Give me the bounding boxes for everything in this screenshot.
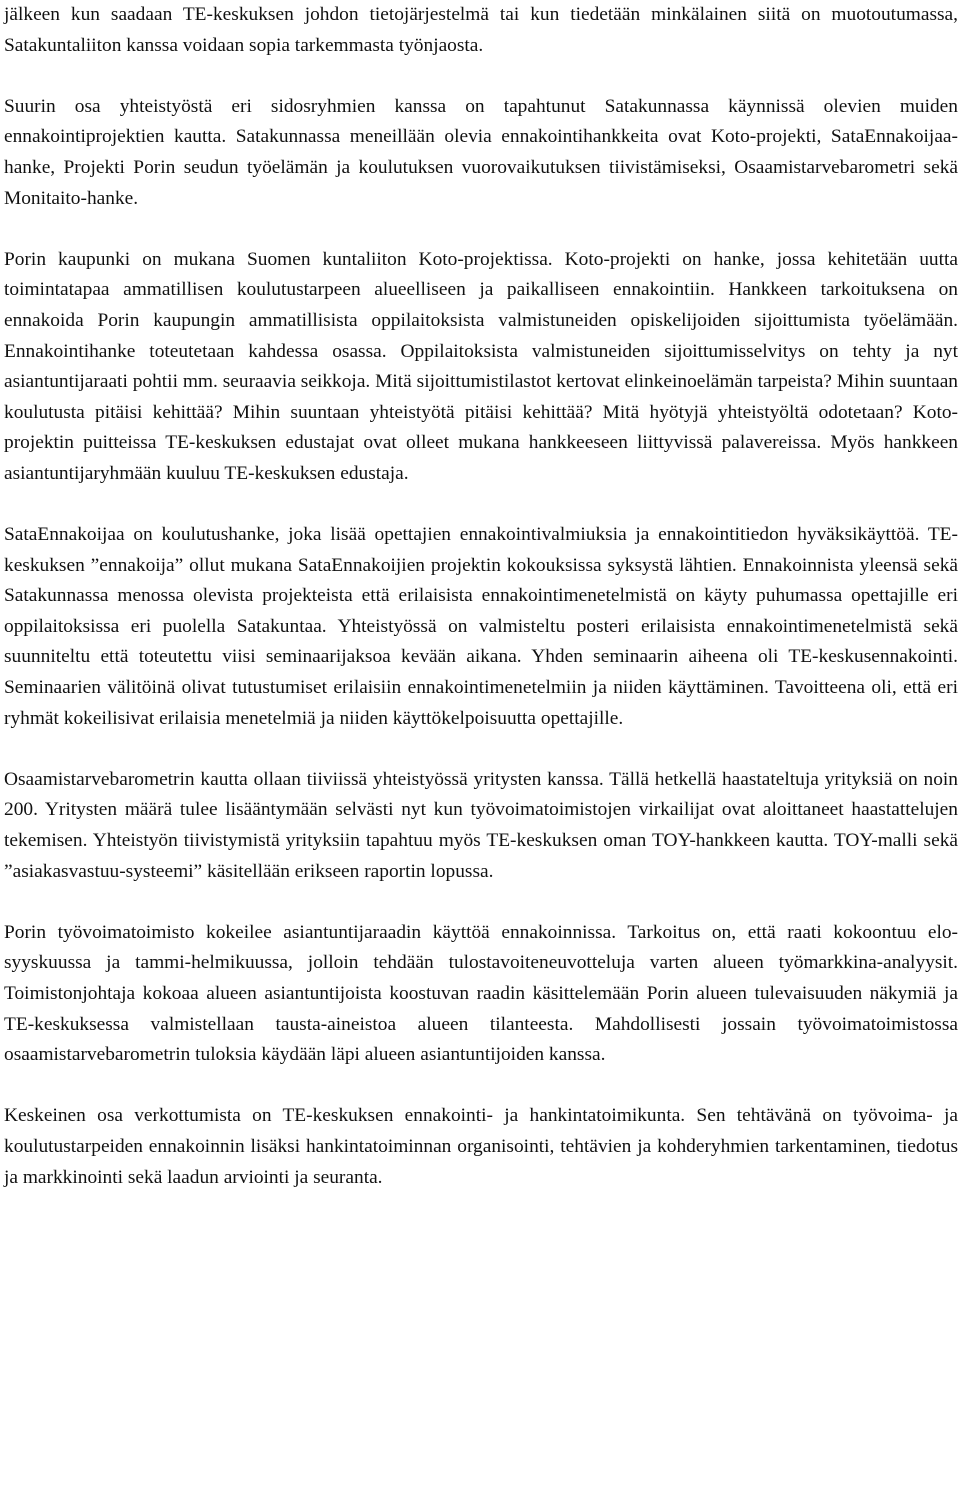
paragraph-expert-panel: Porin työvoimatoimisto kokeilee asiantuntijaraadin käyttöä ennakoinnissa. Tarkoitus on, että raati kokoontuu elo-syyskuussa ja tammi-helmikuussa, jolloin tehdään tulostavoiteneuvotteluja varten alueen työmarkkina-analyysit. Toimistonjohtaja kokoaa alueen asiantuntijoista koostuvan raadin käsittelemään Porin alueen tulevaisuuden näkymiä ja TE-keskuksessa valmistellaan tausta-aineistoa alueen tilanteesta. Mahdollisesti jossain työvoimatoimistossa osaamistarvebarometrin tuloksia käydään läpi alueen asiantuntijoiden kanssa. — [4, 921, 958, 1066]
paragraph-koto-project: Porin kaupunki on mukana Suomen kuntaliiton Koto-projektissa. Koto-projekti on hanke, jossa kehitetään uutta toimintatapaa ammatillisen koulutustarpeen alueelliseen ja paikalliseen ennakointiin. Hankkeen tarkoituksena on ennakoida Porin kaupungin ammatillisista oppilaitoksista valmistuneiden opiskelijoiden sijoittumista työelämään. Ennakointihanke toteutetaan kahdessa osassa. Oppilaitoksista valmistuneiden sijoittumisselvitys on tehty ja nyt asiantuntijaraati pohtii mm. seuraavia seikkoja. Mitä sijoittumistilastot kertovat elinkeinoelämän tarpeista? Mihin suuntaan koulutusta pitäisi kehittää? Mihin suuntaan yhteistyötä pitäisi kehittää? Mitä hyötyjä yhteistyöltä odotetaan? Koto-projektin puitteissa TE-keskuksen edustajat ovat olleet mukana hankkeeseen liittyvissä palavereissa. Myös hankkeen asiantuntijaryhmään kuuluu TE-keskuksen edustaja. — [4, 248, 958, 484]
document-page — [4, 0, 958, 1193]
paragraph-stakeholder-cooperation: Suurin osa yhteistyöstä eri sidosryhmien kanssa on tapahtunut Satakunnassa käynnissä olevien muiden ennakointiprojektien kautta. Satakunnassa meneillään olevia ennakointihankkeita ovat Koto-projekti, SataEnnakoijaa-hanke, Projekti Porin seudun työelämän ja koulutuksen vuorovaikutuksen tiivistämiseksi, Osaamistarvebarometri sekä Monitaito-hanke. — [4, 95, 958, 209]
paragraph-forecasting-committee: Keskeinen osa verkottumista on TE-keskuksen ennakointi- ja hankintatoimikunta. Sen tehtävänä on työvoima- ja koulutustarpeiden ennakoinnin lisäksi hankintatoiminnan organisointi, tehtävien ja kohderyhmien tarkentaminen, tiedotus ja markkinointi sekä laadun arviointi ja seuranta. — [4, 1105, 958, 1188]
paragraph-sataennakoijaa: SataEnnakoijaa on koulutushanke, joka lisää opettajien ennakointivalmiuksia ja ennakointitiedon hyväksikäyttöä. TE-keskuksen ”ennakoija” ollut mukana SataEnnakoijien projektin kokouksissa syksystä lähtien. Ennakoinnista yleensä sekä Satakunnassa menossa olevista projekteista että erilaisista ennakointimenetelmistä on käyty puhumassa opettajille eri oppilaitoksissa eri puolella Satakuntaa. Yhteistyössä on valmisteltu posteri erilaisista ennakointimenetelmistä sekä suunniteltu että toteutettu viisi seminaarijaksoa kevään aikana. Yhden seminaarin aiheena oli TE-keskusennakointi. Seminaarien välitöinä olivat tutustumiset erilaisiin ennakointimenetelmiin ja niiden käyttäminen. Tavoitteena oli, että eri ryhmät kokeilisivat erilaisia menetelmiä ja niiden käyttökelpoisuutta opettajille. — [4, 524, 958, 729]
paragraph-intro-continuation: jälkeen kun saadaan TE-keskuksen johdon tietojärjestelmä tai kun tiedetään minkälainen siitä on muotoutumassa, Satakuntaliiton kanssa voidaan sopia tarkemmasta työnjaosta. — [4, 4, 958, 56]
paragraph-skills-barometer: Osaamistarvebarometrin kautta ollaan tiiviissä yhteistyössä yritysten kanssa. Tällä hetkellä haastateltuja yrityksiä on noin 200. Yritysten määrä tulee lisääntymään selvästi nyt kun työvoimatoimistojen virkailijat ovat aloittaneet haastattelujen tekemisen. Yhteistyön tiivistymistä yrityksiin tapahtuu myös TE-keskuksen oman TOY-hankkeen kautta. TOY-malli sekä ”asiakasvastuu-systeemi” käsitellään erikseen raportin lopussa. — [4, 768, 958, 882]
